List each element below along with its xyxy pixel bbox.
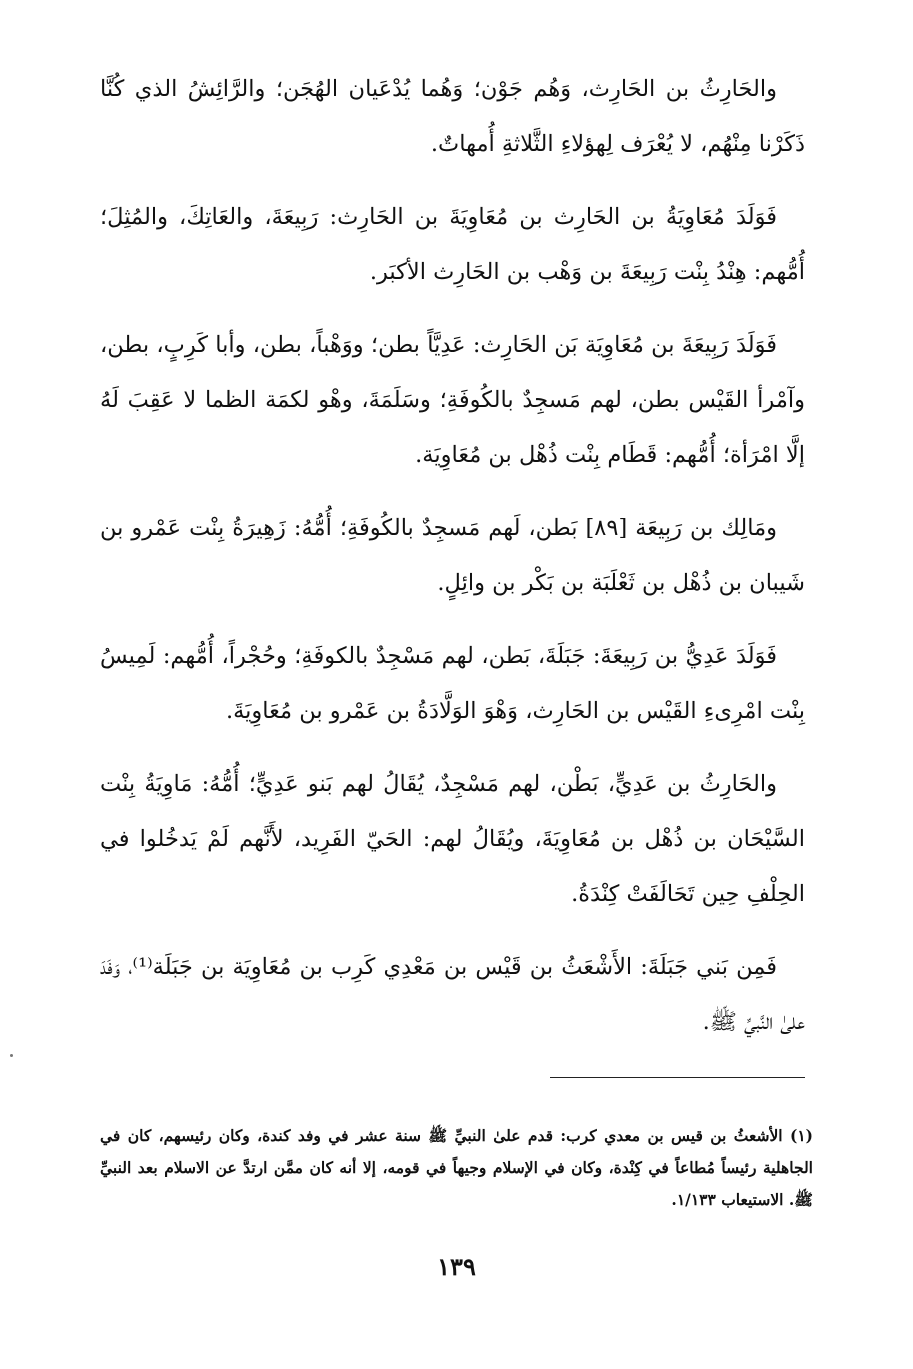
footnote: (١) الأشعثُ بن قيس بن معدي كرب: قدم علىٰ النبيِّ ﷺ سنة عشر في وفد كندة، وكان رئيسهم، كان في الجاهلية رئيساً مُطاعاً في كِنْدة، وكان في الإسلام وجيهاً في قومه، إلا أنه كان ممَّن ارتدَّ عن الاسلام بعد النبيِّ ﷺ. الاستيعاب ١/١٣٣. [100, 1126, 813, 1209]
main-text [100, 62, 805, 1068]
paragraph: والحَارِثُ بن عَدِيٍّ، بَطْن، لهم مَسْجِدٌ، يُقَالُ لهم بَنو عَدِيٍّ؛ أُمُّهُ: مَاوِيَةُ بِنْت السَّيْحَان بن ذُهْل بن مُعَاوِيَةَ، ويُقَالُ لهم: الحَيّ الفَرِيد، لأَنَّهم لَمْ يَدخُلوا في الحِلْفِ حِين تَحَالَفَتْ كِنْدَةُ. [100, 771, 805, 907]
paragraph: ومَالِك بن رَبِيعَة [٨٩] بَطن، لَهم مَسجِدٌ بالكُوفَةِ؛ أُمُّهُ: زَهِيرَةُ بِنْت عَمْرو بن شَيبان بن ذُهْل بن ثَعْلَبَة بن بَكْر بن وائِلٍ. [100, 515, 805, 596]
paragraph: فَوَلَدَ مُعَاوِيَةُ بن الحَارِث بن مُعَاوِيَةَ بن الحَارِث: رَبِيعَةَ، والعَاتِكَ، والمُثِلَ؛ أُمُّهم: هِنْدُ بِنْت رَبِيعَةَ بن وَهْب بن الحَارِث الأكبَر. [100, 204, 805, 285]
paragraph: فَوَلَدَ رَبِيعَةَ بن مُعَاوِيَة بَن الحَارِث: عَدِيَّاً بطن؛ ووَهْباً، بطن، وأبا كَرِبٍ، بطن، وآمْرأ القَيْس بطن، لهم مَسجِدٌ بالكُوفَةِ؛ وسَلَمَةَ، وهْو لكمَة الظما لا عَقِبَ لَهُ إلَّا امْرَأة؛ أُمُّهم: قَطَام بِنْت ذُهْل بن مُعَاوِيَة. [100, 332, 805, 468]
page-number: ١٣٩ [437, 1252, 476, 1281]
scan-speck [10, 1054, 13, 1057]
footnotes [100, 1120, 813, 1216]
paragraph: والحَارِثُ بن الحَارِث، وَهُم جَوْن؛ وَهُما يُدْعَيان الهُجَن؛ والرَّائِشُ الذي كُنَّا ذَكَرْنا مِنْهُم، لا يُعْرَف لِهؤلاءِ الثَّلاثةِ أُمهاتٌ. [100, 76, 805, 157]
paragraph: فَوَلَدَ عَدِيُّ بن رَبِيعَةَ: جَبَلَةَ، بَطن، لهم مَسْجِدٌ بالكوفَةِ؛ وحُجْراً، أُمُّهم: لَمِيسُ بِنْت امْرِىءِ القَيْس بن الحَارِث، وَهْوَ الوَلَّادَةُ بن عَمْرو بن مُعَاوِيَةَ. [100, 643, 805, 724]
footnote-separator [550, 1077, 805, 1078]
paragraph: فَمِن بَني جَبَلَةَ: الأَشْعَثُ بن قَيْس بن مَعْدِي كَرِب بن مُعَاوِيَة بن جَبَلَة⁽¹⁾، وَفَدَ علىٰ النَّبيِّ ﷺ. [100, 954, 805, 1035]
